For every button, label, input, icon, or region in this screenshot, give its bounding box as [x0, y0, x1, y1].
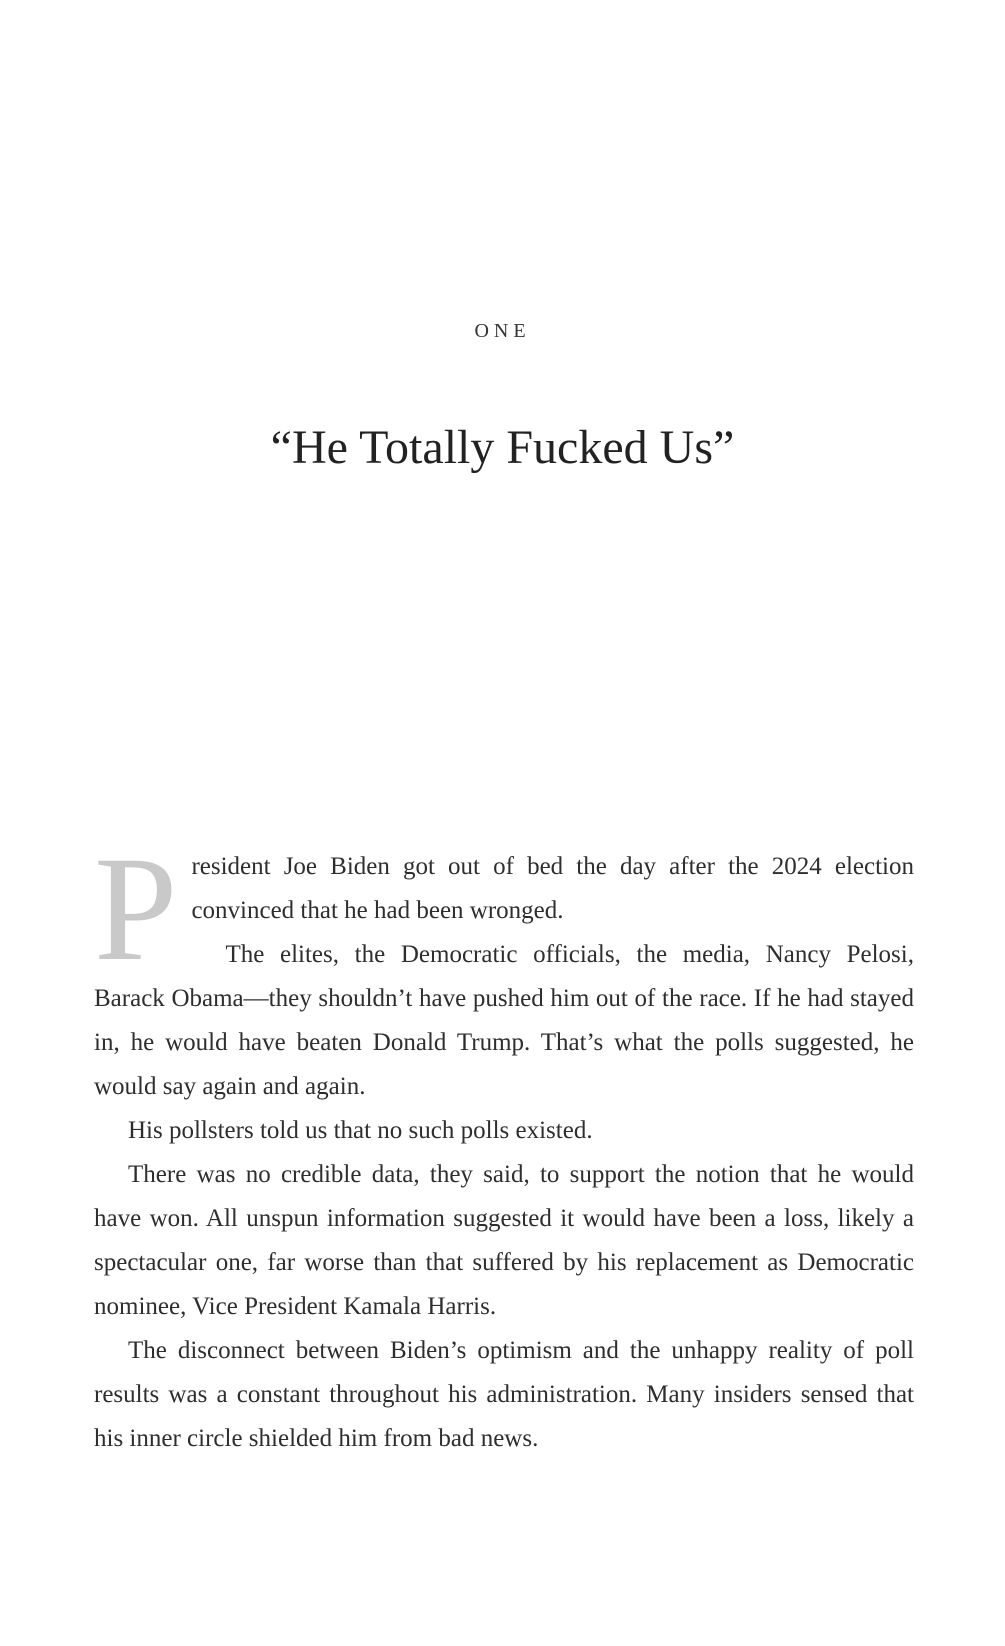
chapter-title: “He Totally Fucked Us” [270, 421, 735, 474]
paragraph-2: The elites, the Democratic officials, the media, Nancy Pelosi, Barack Obama—they shouldn’t have pushed him out of the race. If he had stayed in, he would have beaten Donald Trump. That’s what the polls suggested, he would say again and again. [94, 941, 914, 1100]
drop-cap: P [94, 826, 178, 992]
paragraph-5: The disconnect between Biden’s optimism and the unhappy reality of poll results was a constant throughout his administration. Many insiders sensed that his inner circle shielded him from bad news. [94, 1337, 914, 1452]
paragraph-3: His pollsters told us that no such polls existed. [128, 1117, 593, 1144]
paragraph-1 [94, 826, 914, 992]
chapter-body [94, 826, 914, 1461]
chapter-number: ONE [474, 320, 531, 342]
paragraph-1-text: resident Joe Biden got out of bed the day after the 2024 election convinced that he had been wronged. [191, 853, 914, 924]
paragraph-4: There was no credible data, they said, to support the notion that he would have won. All unspun information suggested it would have been a loss, likely a spectacular one, far worse than that suffered by his replacement as Democratic nominee, Vice President Kamala Harris. [94, 1161, 914, 1320]
